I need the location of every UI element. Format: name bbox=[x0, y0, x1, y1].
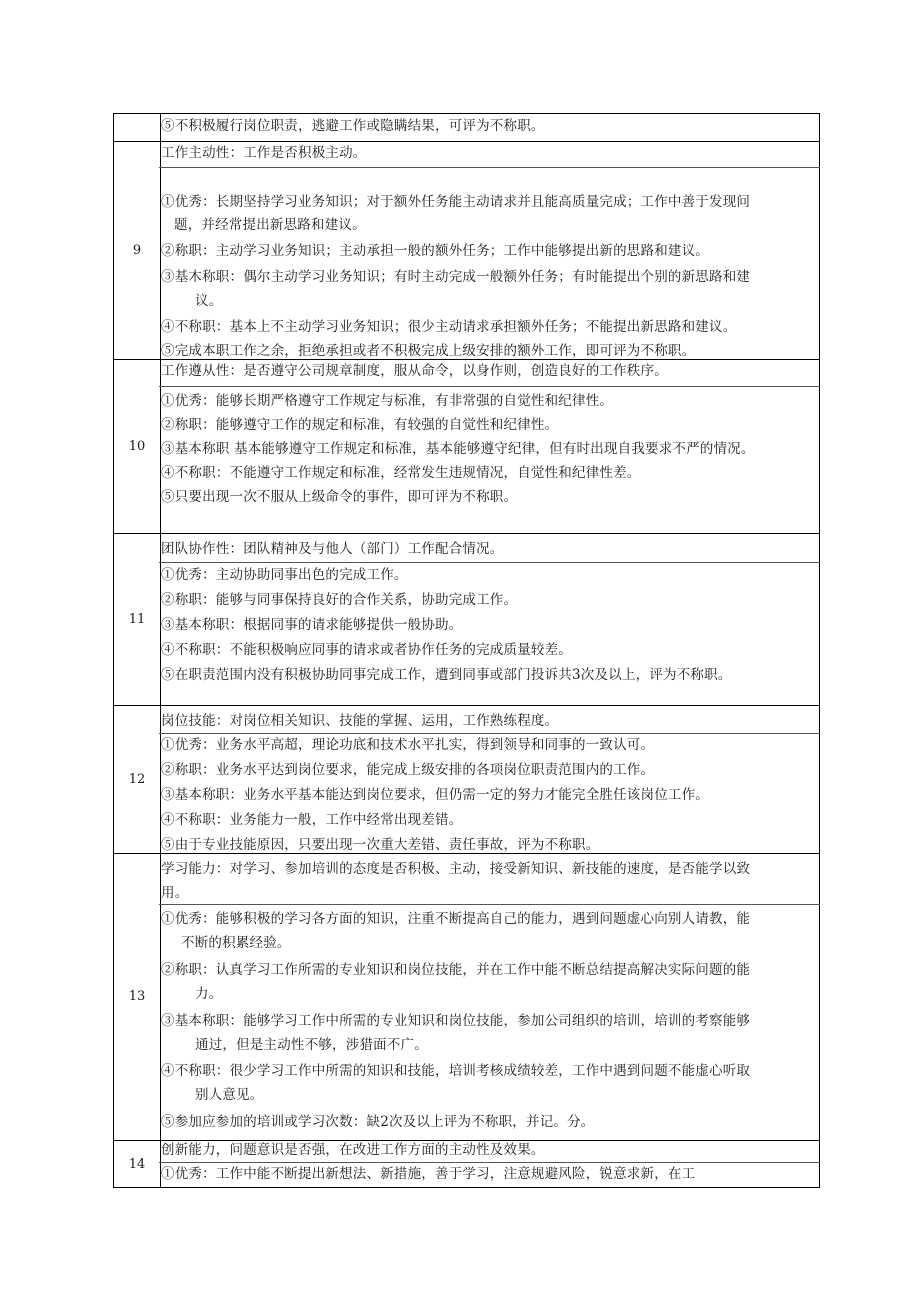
criteria-line: ⑤在职责范围内没有积极协助同事完成工作，遭到同事或部门投诉共3次及以上，评为不称职。 bbox=[161, 667, 732, 683]
criteria-line: ⑤参加应参加的培训或学习次数：缺2次及以上评为不称职，并记。分。 bbox=[161, 1114, 595, 1130]
criteria-line: ①优秀：能够积极的学习各方面的知识，注重不断提高自己的能力，遇到问题虚心向别人请教，能 bbox=[161, 911, 751, 927]
row-number: 9 bbox=[113, 141, 161, 359]
row-number: 13 bbox=[113, 853, 161, 1140]
criteria-line: ③基木称职：偶尔主动学习业务知识；有时主动完成一般额外任务；有时能提出个别的新思路和建 bbox=[161, 269, 751, 285]
criteria-title: 岗位技能：对岗位相关知识、技能的掌握、运用，工作熟练程度。 bbox=[161, 713, 559, 729]
criteria-line: ②称职：业务水平达到岗位要求，能完成上级安排的各项岗位职责范围内的工作。 bbox=[161, 762, 655, 778]
criteria-line: ④不称职：基本上不主动学习业务知识；很少主动请求承担额外任务；不能提出新思路和建议。 bbox=[161, 319, 737, 335]
criteria-line: ②称职：认真学习工作所需的专业知识和岗位技能，并在工作中能不断总结提高解决实际问题的能 bbox=[161, 962, 751, 978]
row-number: 11 bbox=[113, 533, 161, 705]
criteria-line: ①优秀：主动协助同事出色的完成工作。 bbox=[161, 567, 408, 583]
criteria-line: ④不称职：业务能力一般，工作中经常出现差错。 bbox=[161, 812, 463, 828]
criteria-line: ④不称职：不能积极响应同事的请求或者协作任务的完成质量较差。 bbox=[161, 642, 572, 658]
criteria-line: 不断的积累经验。 bbox=[181, 935, 291, 951]
table-row-13 bbox=[113, 853, 820, 1140]
criteria-line: 力。 bbox=[195, 986, 223, 1002]
criteria-line: ③基本称职：根据同事的请求能够提供一般协助。 bbox=[161, 617, 463, 633]
criteria-line: ①优秀：业务水平高超，理论功底和技术水平扎实，得到领导和同事的一致认可。 bbox=[161, 737, 655, 753]
criteria-line: ③基本称职 基本能够遵守工作规定和标准，基本能够遵守纪律，但有时出现自我要求不严的情况。 bbox=[161, 441, 755, 457]
criteria-line: ⑤只要出现一次不服从上级命令的事件，即可评为不称职。 bbox=[161, 489, 518, 505]
criteria-line: ③基本称职：业务水平基本能达到岗位要求，但仍需一定的努力才能完全胜任该岗位工作。 bbox=[161, 787, 709, 803]
row-number: 14 bbox=[113, 1140, 161, 1188]
criteria-line: ②称职：能够遵守工作的规定和标准，有较强的自觉性和纪律性。 bbox=[161, 417, 559, 433]
row-number bbox=[113, 113, 161, 141]
criteria-line: 议。 bbox=[195, 293, 223, 309]
row-number: 12 bbox=[113, 705, 161, 853]
criteria-line: 题，并经常提出新思路和建议。 bbox=[174, 217, 366, 233]
criteria-title: 创新能力，问题意识是否强，在改进工作方面的主动性及效果。 bbox=[161, 1142, 545, 1158]
criteria-line: 别人意见。 bbox=[195, 1087, 264, 1103]
criteria-title: 团队协作性：团队精神及与他人（部门）工作配合情况。 bbox=[161, 541, 504, 557]
table-row-14 bbox=[113, 1140, 820, 1188]
table-row-9 bbox=[113, 141, 820, 359]
table-row-11 bbox=[113, 533, 820, 705]
criteria-line: ①优秀：长期坚持学习业务知识；对于额外任务能主动请求并且能高质量完成；工作中善于发现问 bbox=[161, 194, 751, 210]
criteria-title: 工作遵从性：是否遵守公司规章制度，服从命令，以身作则，创造良好的工作秩序。 bbox=[161, 363, 668, 379]
criteria-line: ⑤完成本职工作之余，拒绝承担或者不积极完成上级安排的额外工作，即可评为不称职。 bbox=[161, 343, 696, 359]
criteria-title: 工作主动性：工作是否积极主动。 bbox=[161, 145, 367, 161]
table-row-10 bbox=[113, 359, 820, 533]
criteria-line: ⑤不积极履行岗位职责，逃避工作或隐瞒结果，可评为不称职。 bbox=[161, 118, 545, 134]
criteria-line: 通过，但是主动性不够，涉猎面不广。 bbox=[195, 1037, 428, 1053]
criteria-line: ②称职：能够与同事保持良好的合作关系，协助完成工作。 bbox=[161, 592, 518, 608]
criteria-line: ④不称职：很少学习工作中所需的知识和技能，培训考核成绩较差，工作中遇到问题不能虚心听取 bbox=[161, 1063, 751, 1079]
criteria-line: ①优秀：能够长期严格遵守工作规定与标准，有非常强的自觉性和纪律性。 bbox=[161, 393, 614, 409]
table-row-continuation bbox=[113, 113, 820, 141]
criteria-line: ⑤由于专业技能原因，只要出现一次重大差错、责任事故，评为不称职。 bbox=[161, 837, 600, 853]
row-number: 10 bbox=[113, 359, 161, 533]
criteria-line: ②称职：主动学习业务知识；主动承担一般的额外任务；工作中能够提出新的思路和建议。 bbox=[161, 243, 709, 259]
criteria-line: ③基本称职：能够学习工作中所需的专业知识和岗位技能，参加公司组织的培训，培训的考察能够 bbox=[161, 1013, 751, 1029]
criteria-title-cont: 用。 bbox=[161, 885, 189, 901]
criteria-title: 学习能力：对学习、参加培训的态度是否积极、主动，接受新知识、新技能的速度，是否能学以致 bbox=[161, 861, 751, 877]
criteria-line: ①优秀：工作中能不断提出新想法、新措施，善于学习，注意规避风险，锐意求新，在工 bbox=[161, 1166, 696, 1182]
table-row-12 bbox=[113, 705, 820, 853]
criteria-line: ④不称职：不能遵守工作规定和标准，经常发生违规情况，自觉性和纪律性差。 bbox=[161, 465, 641, 481]
